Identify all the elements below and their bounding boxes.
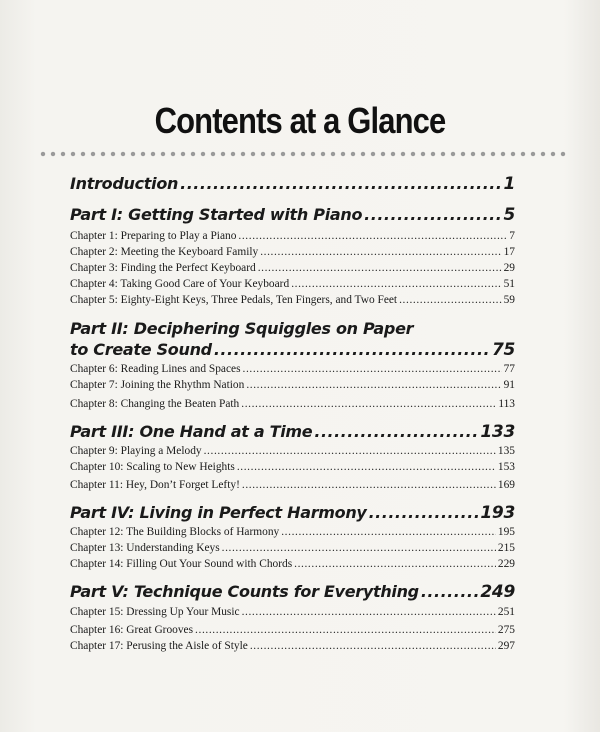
entry-label: Chapter 6: Reading Lines and Spaces [70,363,241,375]
entry-page: 59 [503,294,515,306]
toc-entry-chapter-15[interactable] [70,605,515,620]
dot-leader [214,339,490,361]
dot-leader [242,478,496,493]
dot-leader [241,397,496,412]
entry-page: 51 [503,278,515,290]
entry-page: 251 [497,606,515,618]
toc-entry-chapter-12[interactable] [70,525,515,540]
entry-label: to Create Sound [70,340,212,359]
entry-page: 297 [497,640,515,652]
toc-entry-chapter-4[interactable] [70,277,515,292]
dot-leader [258,261,502,276]
dot-leader [364,204,501,226]
dot-leader [314,421,478,443]
entry-label: Part IV: Living in Perfect Harmony [70,503,367,522]
entry-label: Chapter 1: Preparing to Play a Piano [70,230,237,242]
toc-entry-part-2[interactable] [70,339,515,361]
toc-entry-chapter-6[interactable] [70,362,515,377]
dot-leader [242,605,496,620]
entry-label: Chapter 2: Meeting the Keyboard Family [70,246,259,258]
toc-entry-chapter-7[interactable] [70,378,515,393]
entry-page: 135 [497,445,515,457]
toc-entry-chapter-5[interactable] [70,293,515,308]
toc-entry-chapter-9[interactable] [70,444,515,459]
entry-page: 77 [503,363,515,375]
dot-leader [399,293,502,308]
toc-entry-part-5[interactable] [70,581,515,603]
dot-leader [291,277,501,292]
entry-page: 91 [503,379,515,391]
dot-leader [294,557,496,572]
toc-entry-part-4[interactable] [70,502,515,524]
entry-label: Part III: One Hand at a Time [70,422,313,441]
entry-page: 275 [497,624,515,636]
entry-label: Chapter 13: Understanding Keys [70,542,220,554]
entry-page: 195 [497,526,515,538]
toc-entry-chapter-1[interactable] [70,229,515,244]
dot-leader [246,378,501,393]
dot-leader [281,525,496,540]
toc-entry-chapter-16[interactable] [70,623,515,638]
entry-label: Chapter 4: Taking Good Care of Your Keyboard [70,278,290,290]
entry-label: Chapter 7: Joining the Rhythm Nation [70,379,245,391]
entry-page: 229 [497,558,515,570]
dot-leader [421,581,479,603]
entry-label: Chapter 10: Scaling to New Heights [70,461,235,473]
toc-entry-chapter-10[interactable] [70,460,515,475]
toc-entry-chapter-8[interactable] [70,397,515,412]
entry-label: Chapter 11: Hey, Don’t Forget Lefty! [70,479,240,491]
entry-page: 169 [497,479,515,491]
entry-page: 193 [480,503,515,523]
entry-label: Chapter 17: Perusing the Aisle of Style [70,640,248,652]
entry-page: 7 [509,230,515,242]
entry-label: Part I: Getting Started with Piano [70,205,363,224]
entry-label: Introduction [70,174,179,193]
entry-label: Chapter 3: Finding the Perfect Keyboard [70,262,256,274]
entry-page: 29 [503,262,515,274]
entry-page: 17 [503,246,515,258]
dot-leader [237,460,496,475]
dot-leader [250,639,496,654]
toc-entry-chapter-2[interactable] [70,245,515,260]
toc-entry-part-1[interactable] [70,204,515,226]
entry-page: 75 [491,340,515,360]
dot-leader [238,229,507,244]
dot-leader [204,444,496,459]
entry-page: 133 [480,422,515,442]
toc-entry-chapter-17[interactable] [70,639,515,654]
entry-label: Chapter 16: Great Grooves [70,624,194,636]
dot-leader [243,362,502,377]
entry-label: Chapter 15: Dressing Up Your Music [70,606,240,618]
toc-entry-introduction[interactable] [70,173,515,195]
dot-leader [260,245,501,260]
toc-entry-chapter-13[interactable] [70,541,515,556]
toc-entry-chapter-3[interactable] [70,261,515,276]
entry-label: Chapter 8: Changing the Beaten Path [70,398,240,410]
dot-leader [180,173,501,195]
toc-entry-chapter-14[interactable] [70,557,515,572]
entry-page: 113 [498,398,515,410]
entry-label: Chapter 5: Eighty-Eight Keys, Three Pedals, Ten Fingers, and Two Feet [70,294,398,306]
page-title: Contents at a Glance [154,100,446,141]
toc-entry-part-3[interactable] [70,421,515,443]
toc-entry-chapter-11[interactable] [70,478,515,493]
toc-entry-part-2-line1[interactable]: Part II: Deciphering Squiggles on Paper [70,319,414,338]
entry-page: 5 [503,205,515,225]
dot-leader [369,502,479,524]
entry-label: Part V: Technique Counts for Everything [70,582,419,601]
entry-label: Chapter 14: Filling Out Your Sound with Chords [70,558,293,570]
entry-label: Chapter 12: The Building Blocks of Harmony [70,526,280,538]
entry-page: 249 [480,582,515,602]
dot-leader [222,541,496,556]
entry-page: 1 [503,174,515,194]
dot-leader [195,623,496,638]
entry-page: 153 [497,461,515,473]
entry-label: Chapter 9: Playing a Melody [70,445,202,457]
entry-page: 215 [497,542,515,554]
